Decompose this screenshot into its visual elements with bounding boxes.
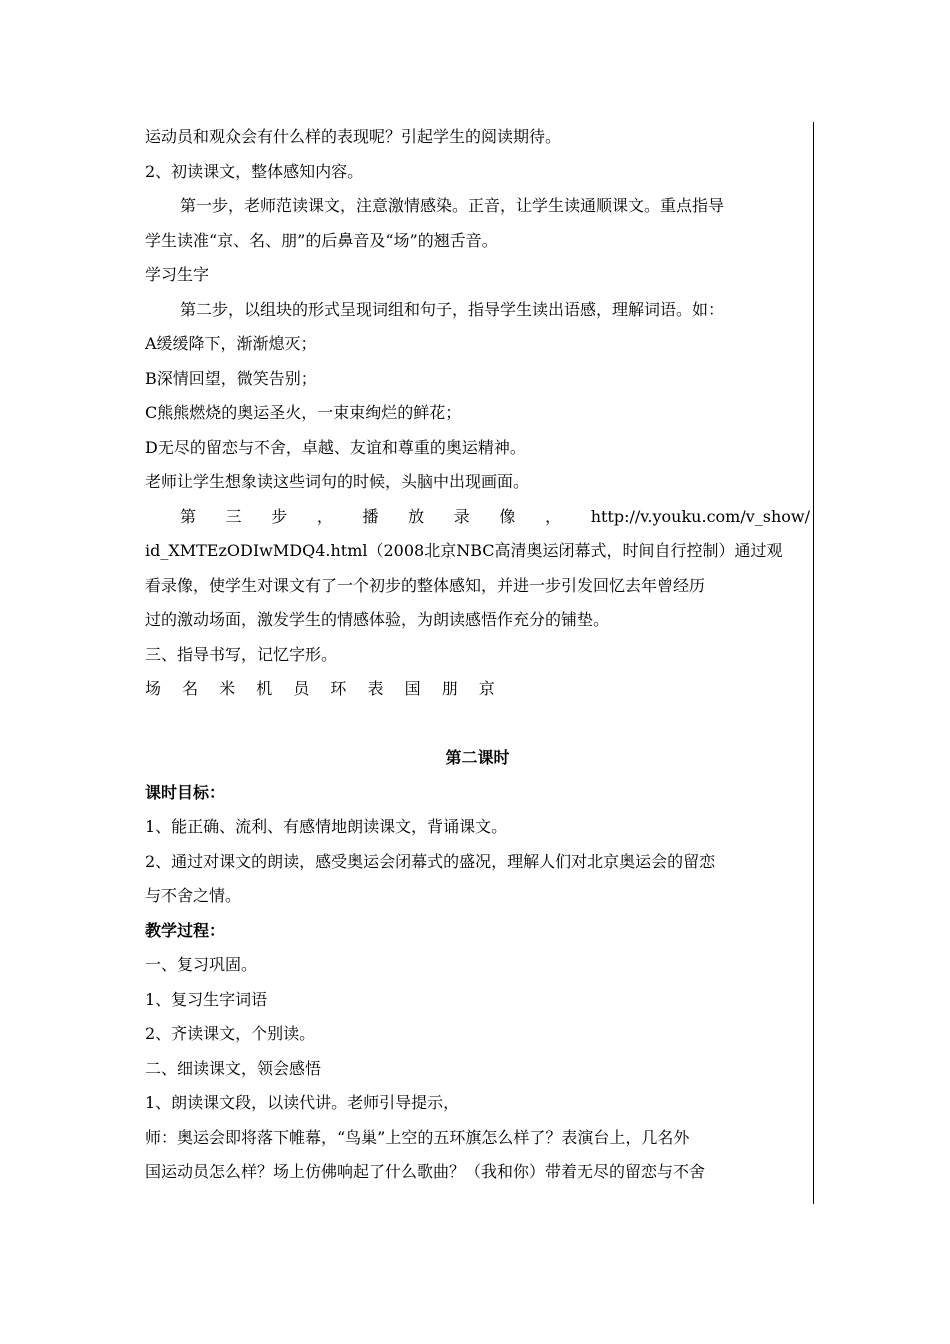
spacer	[145, 707, 810, 742]
text-line: 一、复习巩固。	[145, 955, 258, 974]
text-line: B深情回望，微笑告别；	[145, 368, 317, 388]
text-line: 国运动员怎么样？场上仿佛响起了什么歌曲？（我和你）带着无尽的留恋与不舍	[145, 1162, 706, 1181]
text-line: 学生读准“京、名、朋”的后鼻音及“场”的翘舌音。	[145, 230, 498, 250]
text-line: 看录像，使学生对课文有了一个初步的整体感知，并进一步引发回忆去年曾经历	[145, 575, 706, 595]
text-line: id_XMTEzODIwMDQ4.html（2008北京NBC高清奥运闭幕式，时间自行控制）通过观	[145, 541, 783, 560]
text-line: 运动员和观众会有什么样的表现呢？引起学生的阅读期待。	[145, 127, 562, 146]
text-line: 老师让学生想象读这些词句的时候，头脑中出现画面。	[145, 472, 530, 491]
character-list: 场 名 米 机 员 环 表 国 朋 京	[145, 679, 503, 698]
text-line: D无尽的留恋与不舍，卓越、友谊和尊重的奥运精神。	[145, 437, 526, 457]
section-title: 第二课时	[445, 748, 510, 767]
text-line: 二、细读课文，领会感悟	[145, 1058, 322, 1078]
document-content	[145, 120, 810, 1190]
text-line: C熊熊燃烧的奥运圣火，一束束绚烂的鲜花；	[145, 403, 462, 422]
text-line: 2、齐读课文，个别读。	[145, 1024, 316, 1043]
text-line: A缓缓降下，渐渐熄灭；	[145, 334, 317, 353]
text-line: 与不舍之情。	[145, 886, 242, 905]
text-line: 师：奥运会即将落下帷幕，“鸟巢”上空的五环旗怎么样了？表演台上，几名外	[145, 1127, 690, 1147]
text-line: 过的激动场面，激发学生的情感体验，为朗读感悟作充分的铺垫。	[145, 610, 610, 629]
text-line: 第 三 步 ， 播 放 录 像 ， http://v.youku.com/v_show/	[180, 506, 810, 526]
text-line: 1、朗读课文段，以读代讲。老师引导提示，	[145, 1093, 460, 1112]
text-line: 第二步，以组块的形式呈现词组和句子，指导学生读出语感，理解词语。如：	[180, 299, 725, 319]
text-line: 第一步，老师范读课文，注意激情感染。正音，让学生读通顺课文。重点指导	[180, 196, 725, 215]
text-line: 1、能正确、流利、有感情地朗读课文，背诵课文。	[145, 817, 508, 836]
text-line: 2、通过对课文的朗读，感受奥运会闭幕式的盛况，理解人们对北京奥运会的留恋	[145, 851, 716, 871]
text-line: 1、复习生字词语	[145, 989, 268, 1009]
text-line: 2、初读课文，整体感知内容。	[145, 161, 364, 181]
goals-heading: 课时目标：	[145, 782, 226, 802]
text-line: 三、指导书写，记忆字形。	[145, 644, 338, 664]
text-line: 学习生字	[145, 265, 210, 284]
table-right-border	[813, 122, 814, 1204]
process-heading: 教学过程：	[145, 920, 226, 940]
